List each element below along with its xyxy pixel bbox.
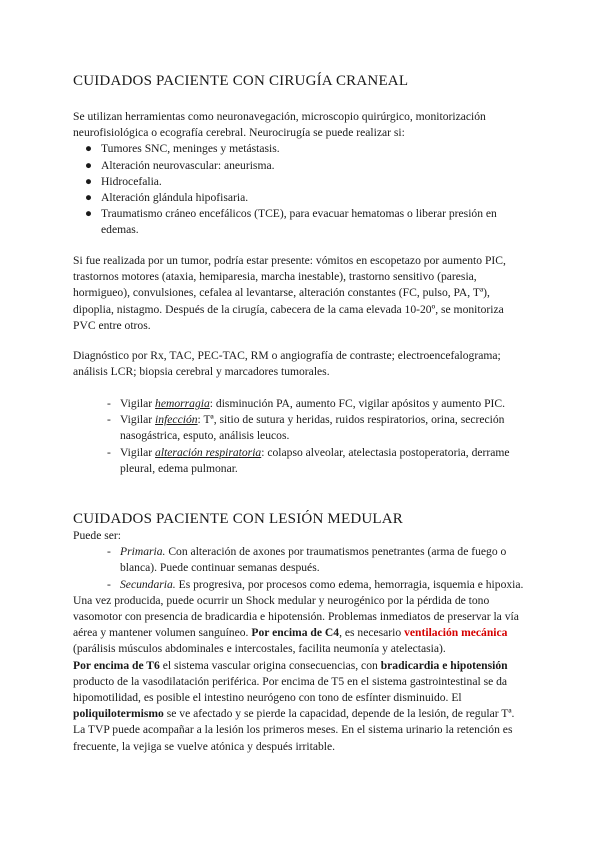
bullet-icon: ● xyxy=(85,207,93,221)
list-item: ● Hidrocefalia. xyxy=(73,174,528,190)
list-item: - Secundaria. Es progresiva, por procesos como edema, hemorragia, isquemia e hipoxia. xyxy=(73,577,528,593)
tumor-paragraph-block xyxy=(73,253,528,334)
section-title-cranial-surgery: CUIDADOS PACIENTE CON CIRUGÍA CRANEAL xyxy=(73,73,409,89)
conditions-list xyxy=(73,141,528,238)
section-cranial-body xyxy=(73,109,528,239)
dash-marker: - xyxy=(107,397,111,410)
t6-paragraph: Por encima de T6 el sistema vascular origina consecuencias, con bradicardia e hipotensión producto de la vasodilatación periférica. Por encima de T5 en el sistema gastrointestinal se da hipomotilidad, es posible el intestino neurógeno con tono de esfínter disminuido. El poliquilotermismo se ve afectado y se pierde la capacidad, depende de la lesión, de regular Tª. La TVP puede acompañar a la lesión los primeros meses. En el sistema urinario la retención es frecuente, la vejiga se vuelve atónica y después irritable. xyxy=(73,658,515,753)
list-item: - Primaria. Con alteración de axones por traumatismos penetrantes (arma de fuego o blanca). Puede continuar semanas después. xyxy=(107,545,507,575)
list-item: - Vigilar hemorragia: disminución PA, aumento FC, vigilar apósitos y aumento PIC. xyxy=(73,396,528,412)
list-item: ● Traumatismo cráneo encefálicos (TCE), para evacuar hematomas o liberar presión en edemas. xyxy=(85,207,497,237)
injury-types-list xyxy=(73,544,528,593)
monitoring-list xyxy=(73,396,528,477)
section-spinal-body xyxy=(73,528,528,755)
bullet-icon: ● xyxy=(85,158,93,172)
list-item: - Vigilar alteración respiratoria: colapso alveolar, atelectasia postoperatoria, derrame pleural, edema pulmonar. xyxy=(107,445,510,475)
dash-marker: - xyxy=(107,577,111,591)
bullet-icon: ● xyxy=(85,191,93,205)
lead-text: Puede ser: xyxy=(73,529,121,542)
list-item: ● Alteración glándula hipofisaria. xyxy=(73,190,528,206)
list-item: - Vigilar infección: Tª, sitio de sutura y heridas, ruidos respiratorios, orina, secreción nasogástrica, esputo, análisis leucos. xyxy=(107,413,505,443)
list-item: ● Alteración neurovascular: aneurisma. xyxy=(73,158,528,174)
dash-marker: - xyxy=(107,545,111,559)
diagnosis-paragraph: Diagnóstico por Rx, TAC, PEC-TAC, RM o angiografía de contraste; electroencefalograma; análisis LCR; biopsia cerebral y marcadores tumorales. xyxy=(73,349,501,379)
tumor-paragraph: Si fue realizada por un tumor, podría estar presente: vómitos en escopetazo por aumento PIC, trastornos motores (ataxia, hemiparesia, marcha inestable), trastorno sensitivo (paresia, hormigueo), convulsiones, cefalea al levantarse, alteración constantes (FC, pulso, PA, Tª), dipoplia, nistagmo. Después de la cirugía, cabecera de la cama elevada 10-20º, se monitoriza PVC entre otros. xyxy=(73,254,506,332)
diagnosis-paragraph-block xyxy=(73,348,528,380)
list-item: ● Tumores SNC, meninges y metástasis. xyxy=(73,141,528,157)
shock-paragraph: Una vez producida, puede ocurrir un Shock medular y neurogénico por la pérdida de tono vasomotor con presencia de bradicardia e hipotensión. Problemas inmediatos de preservar la vía aérea y mantener volumen sanguíneo. Por encima de C4, es necesario ventilación mecánica (parálisis músculos abdominales e intercostales, facilita neumonía y atelectasia). xyxy=(73,593,519,656)
section-title-spinal-injury: CUIDADOS PACIENTE CON LESIÓN MEDULAR xyxy=(73,511,403,527)
dash-marker: - xyxy=(107,445,111,459)
dash-marker: - xyxy=(107,413,111,427)
intro-paragraph: Se utilizan herramientas como neuronavegación, microscopio quirúrgico, monitorización neurofisiológica o ecografía cerebral. Neurocirugía se puede realizar si: xyxy=(73,110,486,140)
bullet-icon: ● xyxy=(85,174,93,188)
bullet-icon: ● xyxy=(85,142,93,156)
monitoring-block xyxy=(73,396,528,477)
